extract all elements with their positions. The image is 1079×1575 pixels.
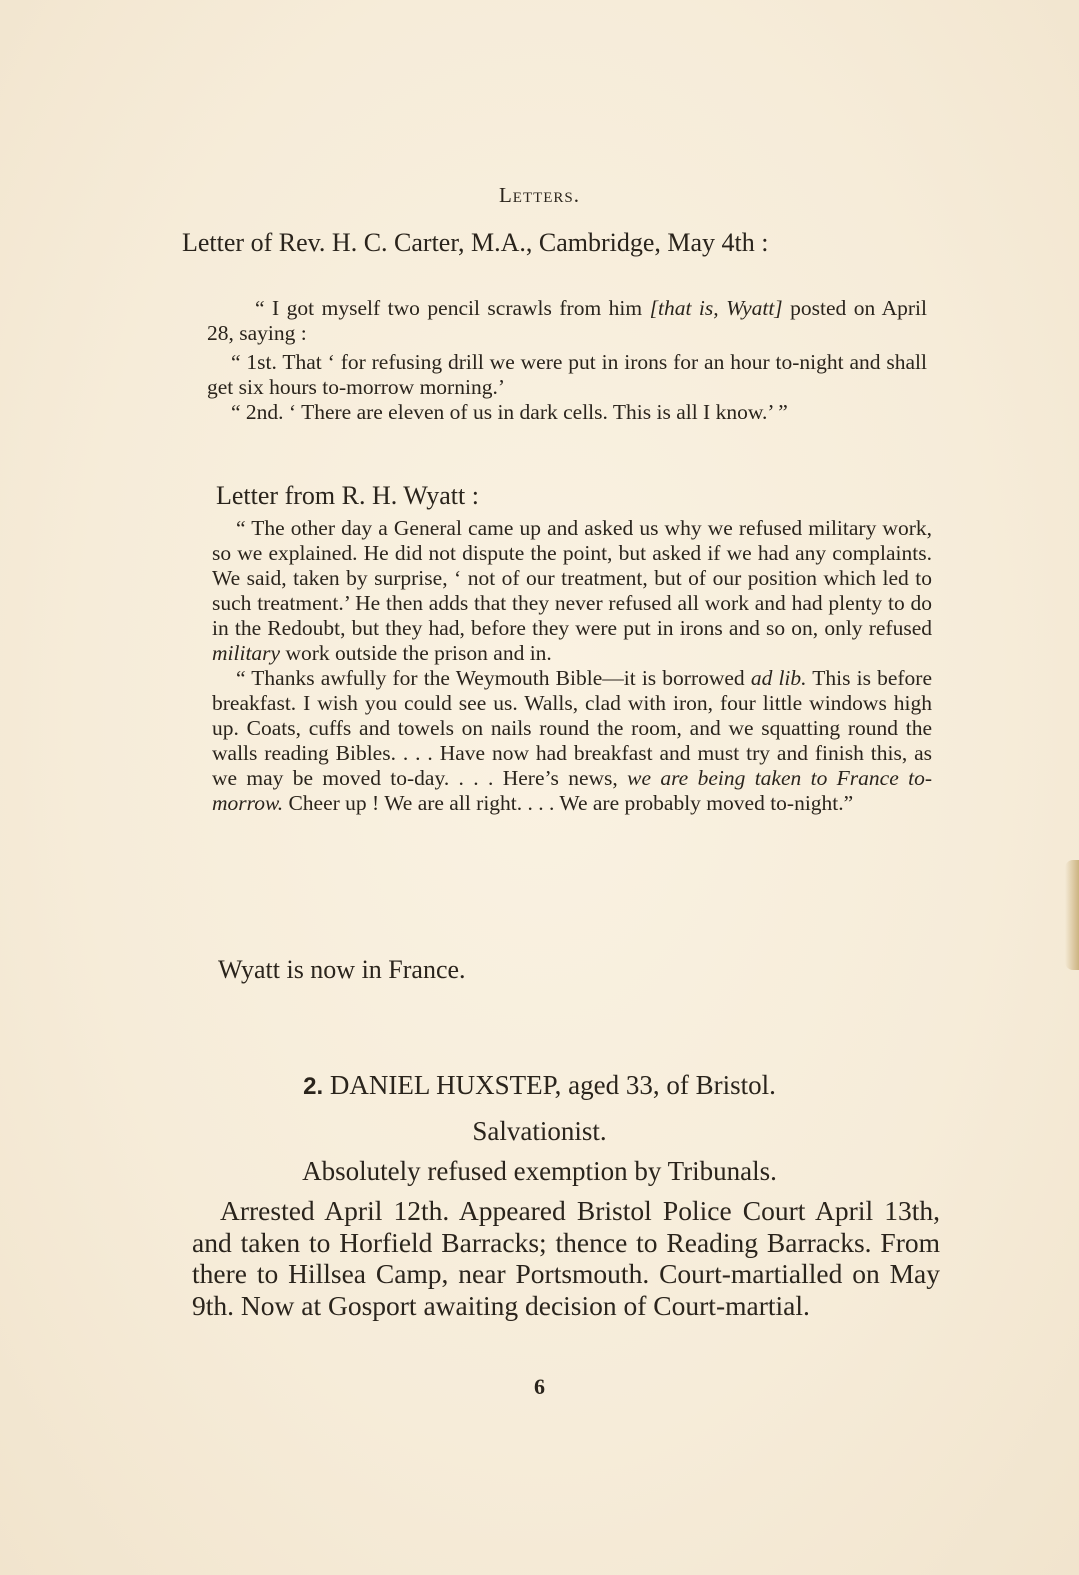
case-narrative: [192, 1195, 940, 1321]
wyatt-quote-paragraph-2: “ Thanks awfully for the Weymouth Bible—it is borrowed ad lib. This is before breakfast. I wish you could see us. Walls, clad with iron, four little windows high up. Coats, cuffs and towels on nails round the room, and we squatting round the walls reading Bibles. . . . Have now had breakfast and must try and finish this, as we may be moved to-day. . . . Here’s news, we are being taken to France to-morrow. Cheer up ! We are all right. . . . We are probably moved to-night.”: [212, 666, 932, 815]
case-denomination: Salvationist.: [472, 1116, 607, 1146]
carter-letter-intro: Letter of Rev. H. C. Carter, M.A., Cambridge, May 4th :: [182, 228, 769, 257]
paper-stain: [1065, 860, 1079, 970]
carter-letter-quote: [207, 296, 927, 425]
wyatt-quote-paragraph-1: “ The other day a General came up and asked us why we refused military work, so we explained. He did not dispute the point, but asked if we had any complaints. We said, taken by surprise, ‘ not of our treatment, but of our position which led to such treatment.’ He then adds that they never refused all work and had plenty to do in the Redoubt, but they had, before they were put in irons and so on, only refused military work outside the prison and in.: [212, 516, 932, 665]
case-name: DANIEL HUXSTEP, aged 33, of Bristol.: [329, 1070, 776, 1100]
wyatt-status-note: Wyatt is now in France.: [218, 955, 466, 984]
case-tribunal-result: Absolutely refused exemption by Tribunals.: [302, 1156, 777, 1186]
page-number: 6: [534, 1374, 545, 1399]
wyatt-letter-quote: [212, 516, 932, 816]
carter-quote-line-3: “ 2nd. ‘ There are eleven of us in dark cells. This is all I know.’ ”: [231, 400, 788, 424]
section-heading: Letters.: [498, 183, 581, 207]
carter-quote-line-2: “ 1st. That ‘ for refusing drill we were put in irons for an hour to-night and shall get six hours to-morrow morning.’: [207, 350, 927, 399]
case-number: 2.: [303, 1073, 324, 1100]
wyatt-letter-intro: Letter from R. H. Wyatt :: [216, 481, 479, 510]
carter-quote-line-1: “ I got myself two pencil scrawls from him [that is, Wyatt] posted on April 28, saying :: [207, 296, 927, 345]
case-narrative-text: Arrested April 12th. Appeared Bristol Police Court April 13th, and taken to Horfield Barracks; thence to Reading Barracks. From there to Hillsea Camp, near Portsmouth. Court-martialled on May 9th. Now at Gosport awaiting decision of Court-martial.: [192, 1195, 940, 1321]
case-title: [0, 1069, 1079, 1103]
